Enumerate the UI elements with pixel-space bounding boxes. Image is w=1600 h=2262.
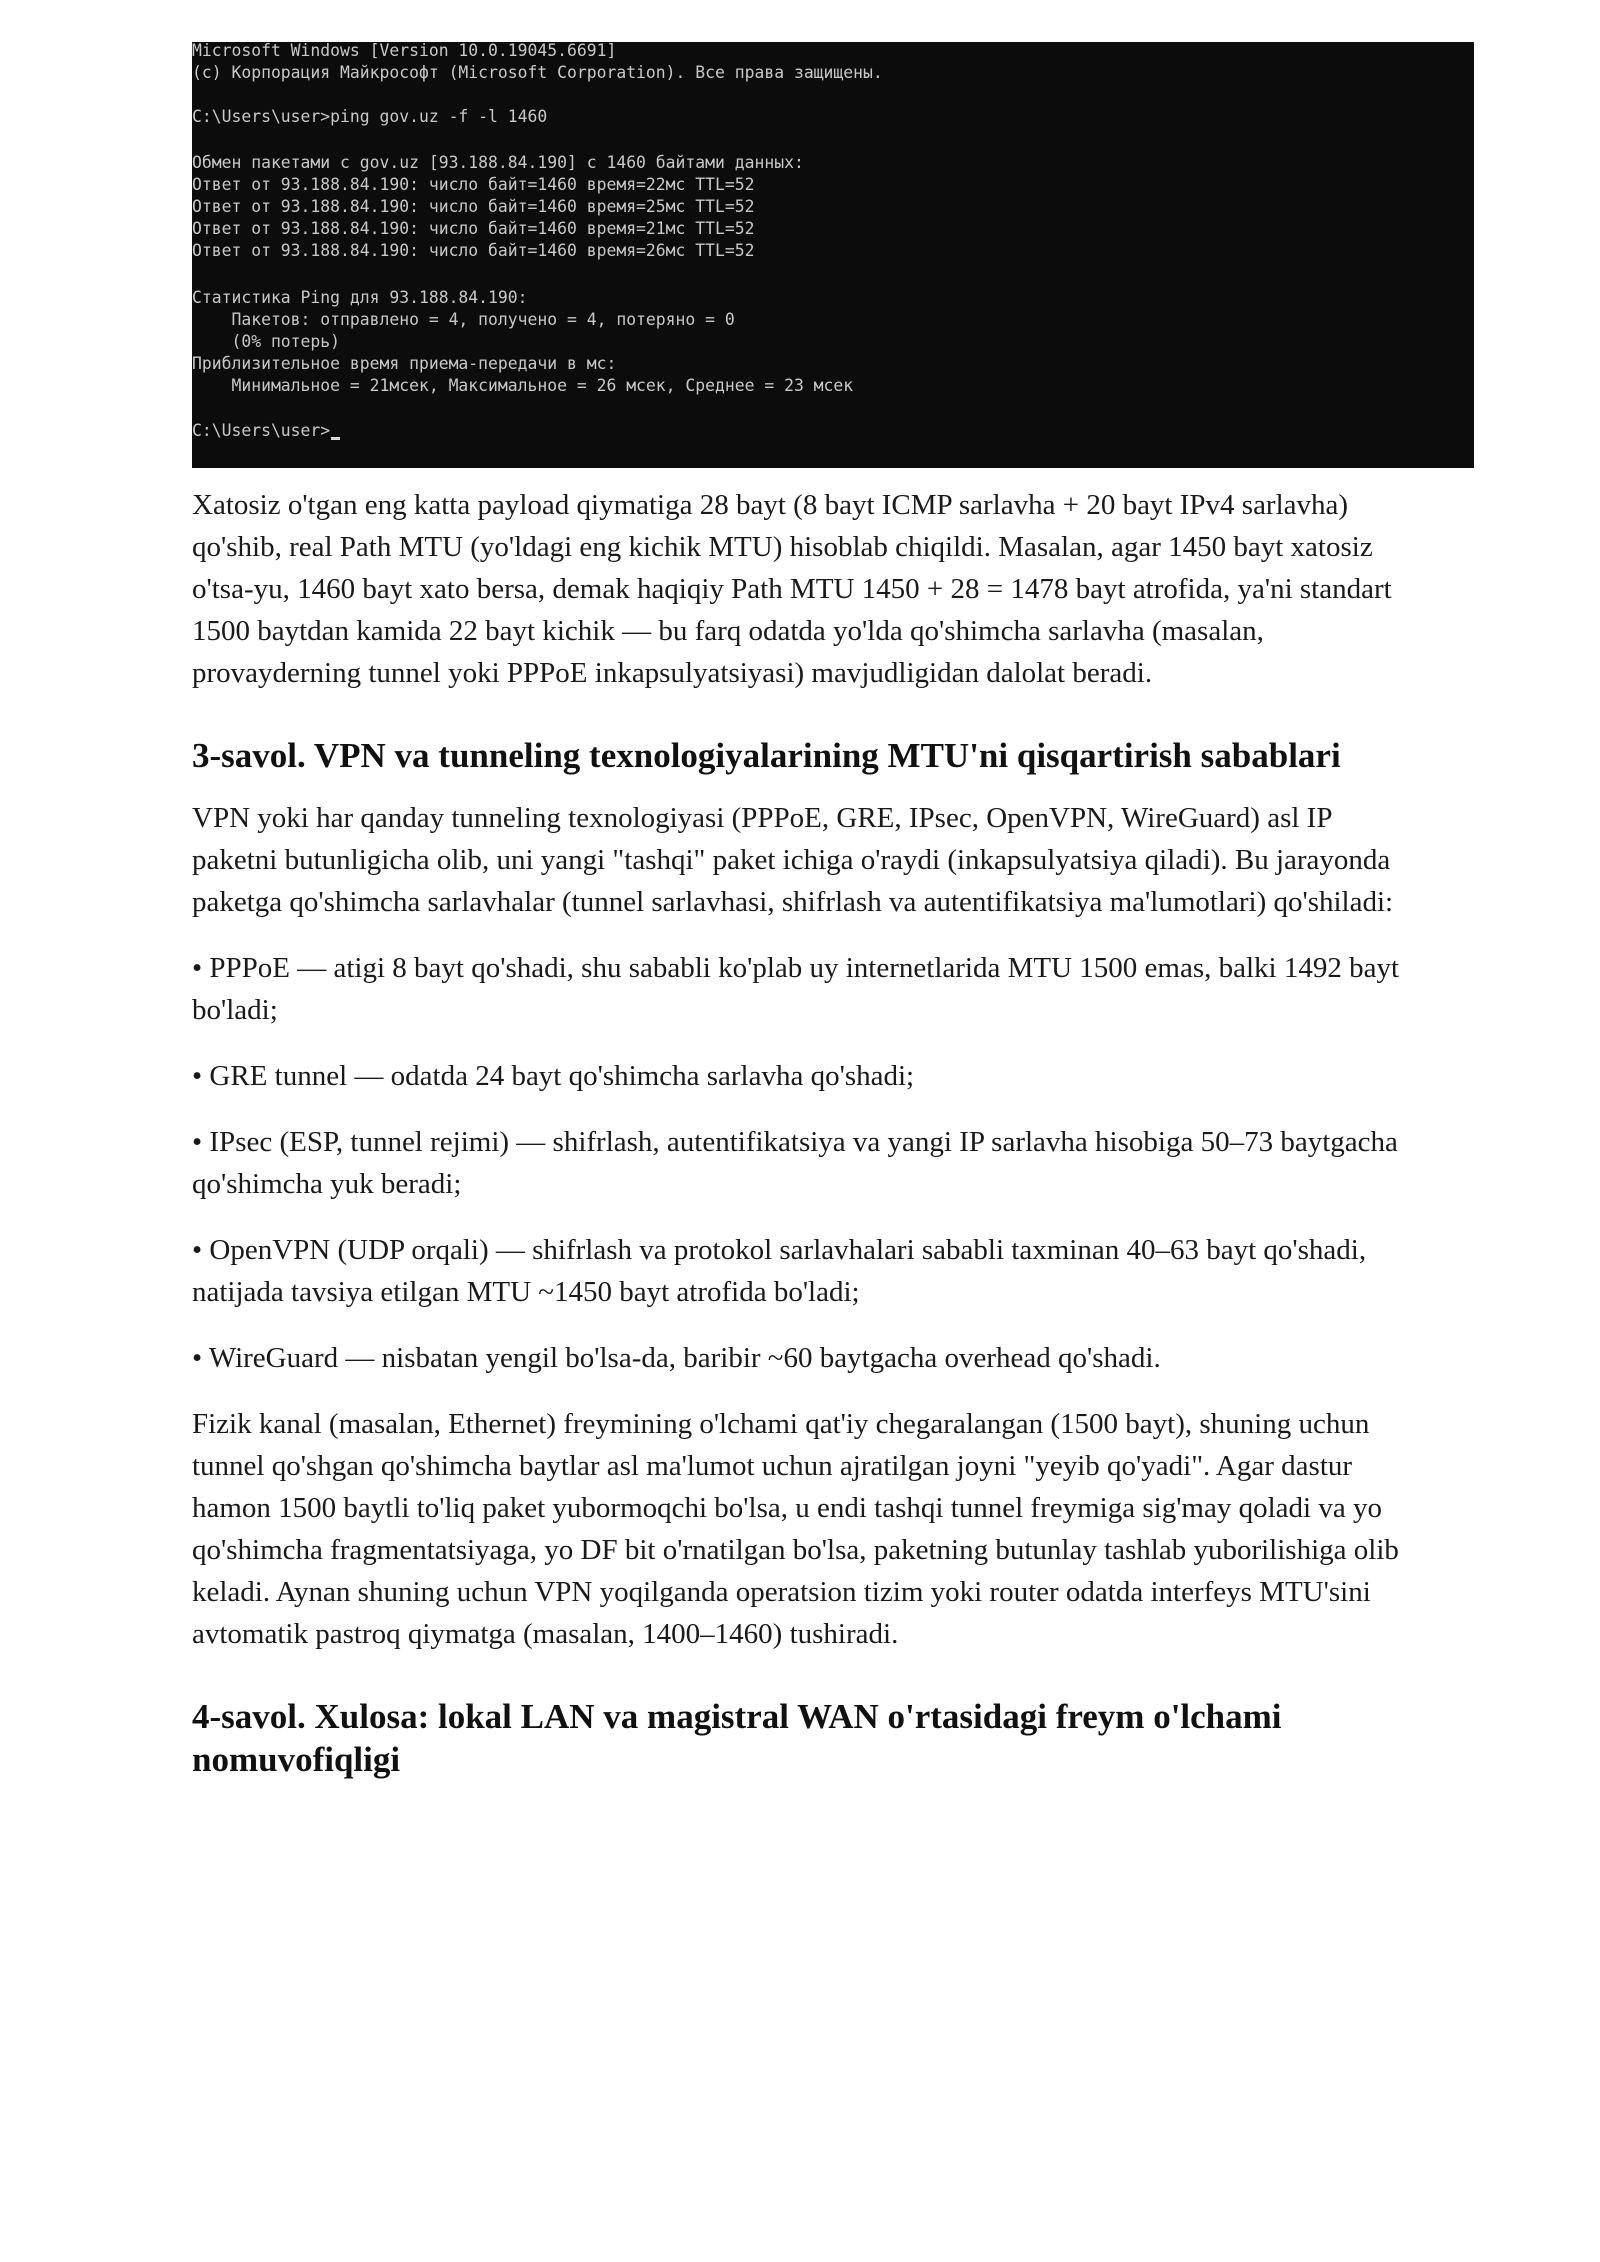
terminal-cursor	[331, 437, 340, 440]
section3-conclusion: Fizik kanal (masalan, Ethernet) freymining o'lchami qat'iy chegaralangan (1500 bayt), shuning uchun tunnel qo'shgan qo'shimcha baytlar asl ma'lumot uchun ajratilgan joyni "yeyib qo'yadi". Agar dastur hamon 1500 baytli to'liq paket yubormoqchi bo'lsa, u endi tashqi tunnel freymiga sig'may qoladi va yo qo'shimcha fragmentatsiyaga, yo DF bit o'rnatilgan bo'lsa, paketning butunlay tashlab yuborilishiga olib keladi. Aynan shuning uchun VPN yoqilganda operatsion tizim yoki router odatda interfeys MTU'sini avtomatik pastroq qiymatga (masalan, 1400–1460) tushiradi.	[192, 1408, 1399, 1650]
terminal-line: Пакетов: отправлено = 4, получено = 4, потеряно = 0	[192, 310, 735, 329]
bullet-pppoe: • PPPoE — atigi 8 bayt qo'shadi, shu sababli ko'plab uy internetlarida MTU 1500 emas, balki 1492 bayt bo'ladi;	[192, 952, 1400, 1026]
document-body	[192, 484, 1412, 1801]
terminal-line: Минимальное = 21мсек, Максимальное = 26 мсек, Среднее = 23 мсек	[192, 376, 854, 395]
terminal-line: C:\Users\user>ping gov.uz -f -l 1460	[192, 107, 548, 126]
terminal-line: Статистика Ping для 93.188.84.190:	[192, 288, 528, 307]
bullet-wireguard: • WireGuard — nisbatan yengil bo'lsa-da, baribir ~60 baytgacha overhead qo'shadi.	[192, 1342, 1161, 1374]
section3-intro: VPN yoki har qanday tunneling texnologiyasi (PPPoE, GRE, IPsec, OpenVPN, WireGuard) asl IP paketni butunligicha olib, uni yangi "tashqi" paket ichiga o'raydi (inkapsulyatsiya qiladi). Bu jarayonda paketga qo'shimcha sarlavhalar (tunnel sarlavhasi, shifrlash va autentifikatsiya ma'lumotlari) qo'shiladi:	[192, 802, 1394, 918]
terminal-line: (c) Корпорация Майкрософт (Microsoft Corporation). Все права защищены.	[192, 63, 883, 82]
terminal-line: Приблизительное время приема-передачи в мс:	[192, 354, 617, 373]
section4-heading: 4-savol. Xulosa: lokal LAN va magistral WAN o'rtasidagi freym o'lchami nomuvofiqligi	[192, 1697, 1282, 1779]
terminal-line: Ответ от 93.188.84.190: число байт=1460 время=26мс TTL=52	[192, 241, 755, 260]
terminal-line: Microsoft Windows [Version 10.0.19045.6691]	[192, 42, 617, 60]
terminal-line: Ответ от 93.188.84.190: число байт=1460 время=25мс TTL=52	[192, 197, 755, 216]
bullet-ipsec: • IPsec (ESP, tunnel rejimi) — shifrlash, autentifikatsiya va yangi IP sarlavha hisobiga 50–73 baytgacha qo'shimcha yuk beradi;	[192, 1126, 1398, 1200]
intro-paragraph: Xatosiz o'tgan eng katta payload qiymatiga 28 bayt (8 bayt ICMP sarlavha + 20 bayt IPv4 sarlavha) qo'shib, real Path MTU (yo'ldagi eng kichik MTU) hisoblab chiqildi. Masalan, agar 1450 bayt xatosiz o'tsa-yu, 1460 bayt xato bersa, demak haqiqiy Path MTU 1450 + 28 = 1478 bayt atrofida, ya'ni standart 1500 baytdan kamida 22 bayt kichik — bu farq odatda yo'lda qo'shimcha sarlavha (masalan, provayderning tunnel yoki PPPoE inkapsulyatsiyasi) mavjudligidan dalolat beradi.	[192, 489, 1392, 689]
terminal-line: (0% потерь)	[192, 332, 341, 351]
terminal-line: Ответ от 93.188.84.190: число байт=1460 время=21мс TTL=52	[192, 219, 755, 238]
terminal-line: Обмен пакетами с gov.uz [93.188.84.190] с 1460 байтами данных:	[192, 153, 804, 172]
bullet-openvpn: • OpenVPN (UDP orqali) — shifrlash va protokol sarlavhalari sababli taxminan 40–63 bayt qo'shadi, natijada tavsiya etilgan MTU ~1450 bayt atrofida bo'ladi;	[192, 1234, 1367, 1308]
bullet-gre: • GRE tunnel — odatda 24 bayt qo'shimcha sarlavha qo'shadi;	[192, 1060, 915, 1092]
terminal-prompt-line	[192, 420, 340, 442]
terminal-prompt: C:\Users\user>	[192, 421, 331, 440]
terminal-line: Ответ от 93.188.84.190: число байт=1460 время=22мс TTL=52	[192, 175, 755, 194]
section3-heading: 3-savol. VPN va tunneling texnologiyalarining MTU'ni qisqartirish sabablari	[192, 736, 1341, 775]
terminal-screenshot	[192, 42, 1474, 468]
